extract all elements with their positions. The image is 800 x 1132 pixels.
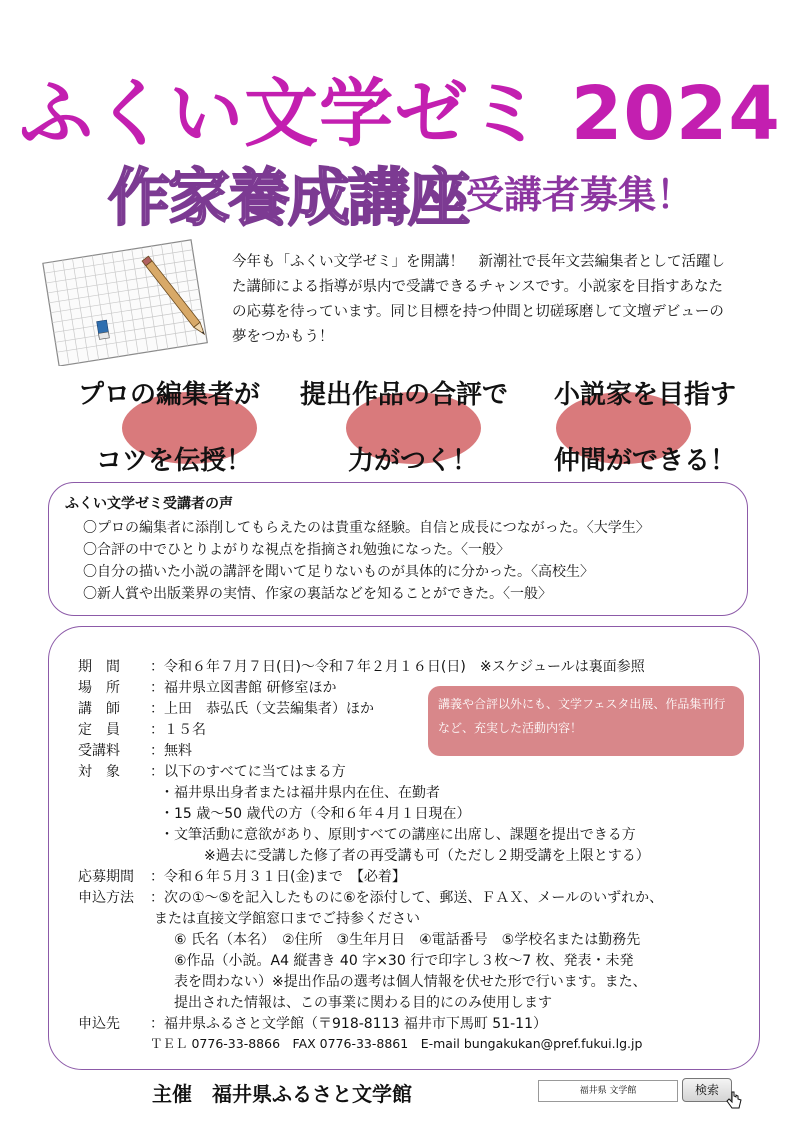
deadline-label: 応募期間 [78,869,134,885]
method-line: ⑥ 氏名（本名） ②住所 ③生年月日 ④電話番号 ⑤学校名または勤務先 [174,932,641,948]
target-value: ：以下のすべてに当てはまる方 [150,764,346,780]
lecturer-value: ：上田 恭弘氏（文芸編集者）ほか [150,701,374,717]
deadline-row [78,866,406,886]
testimonial-item: 〇合評の中でひとりよがりな視点を指摘され勉強になった。〈一般〉 [83,542,510,558]
course-subtitle: 作家養成講座 [108,161,469,234]
method-line: または直接文学館窓口までご持参ください [154,911,420,927]
page-title: ふくい文学ゼミ 2024 [19,71,781,157]
method-label: 申込方法 [78,890,134,906]
target-note: ※過去に受講した修了者の再受講も可（ただし２期受講を上限とする） [204,848,650,864]
search-box[interactable]: 福井県 文学館 [538,1080,678,1102]
testimonial-item: 〇新人賞や出版業界の実情、作家の裏話などを知ることができた。〈一般〉 [83,586,552,602]
capacity-value: ：１５名 [150,722,206,738]
method-row [78,887,663,907]
testimonials-box [48,482,748,616]
manuscript-paper-illustration [36,238,226,366]
lecturer-label: 講 師 [78,701,120,717]
place-label: 場 所 [78,680,120,696]
method-line: ⑥作品（小説。A4 縦書き 40 字×30 行で印字し３枚～7 枚、発表・未発 [174,953,634,969]
method-line: 提出された情報は、この事業に関わる目的にのみ使用します [174,995,552,1011]
deadline-value: ：令和６年５月３１日(金)まで 【必着】 [150,869,406,885]
feature-2-line1: 提出作品の合評で [300,380,509,410]
fee-value: ：無料 [150,743,192,759]
feature-2-line2: 力がつく！ [348,446,479,476]
recruit-heading: 受講者募集！ [466,173,695,217]
feature-3-line2: 仲間ができる！ [554,446,737,476]
contact-value: ：福井県ふるさと文学館（〒918-8113 福井市下馬町 51-11） [150,1016,547,1032]
testimonial-item: 〇自分の描いた小説の講評を聞いて足りないものが具体的に分かった。〈高校生〉 [83,564,594,580]
place-value: ：福井県立図書館 研修室ほか [150,680,337,696]
contact-row [78,1013,547,1033]
method-line: 表を問わない）※提出作品の選考は個人情報を伏せた形で行います。また、 [174,974,647,990]
intro-text: 今年も「ふくい文学ゼミ」を開講！ 新潮社で長年文芸編集者として活躍した講師による指導が県内で受講できるチャンスです。小説家を目指すあなたの応募を待っています。同じ目標を持つ仲間と切磋琢磨して文壇デビューの夢をつかもう！ [232,254,725,345]
feature-3-line1: 小説家を目指す [554,380,737,410]
feature-1-line2: コツを伝授！ [96,446,253,476]
lecturer-row [78,698,374,718]
contact-tel: ＴＥＬ 0776-33-8866 FAX 0776-33-8861 E-mail bungakukan@pref.fukui.lg.jp [150,1036,643,1051]
target-item: ・15 歳～50 歳代の方（令和６年４月１日現在） [160,806,471,822]
fee-label: 受講料 [78,743,120,759]
period-label: 期 間 [78,659,120,675]
activities-note: 講義や合評以外にも、文学フェスタ出展、作品集刊行など、充実した活動内容！ [428,686,744,756]
capacity-row [78,719,206,739]
place-row [78,677,336,697]
feature-1-line1: プロの編集者が [78,380,261,410]
period-row [78,656,645,676]
target-label: 対 象 [78,764,120,780]
method-value: ：次の①～⑤を記入したものに⑥を添付して、郵送、ＦＡＸ、メールのいずれか、 [150,890,664,906]
testimonials-heading: ふくい文学ゼミ受講者の声 [65,496,233,512]
period-value: ：令和６年７月７日(日)～令和７年２月１６日(日) ※スケジュールは裏面参照 [150,659,645,675]
capacity-label: 定 員 [78,722,120,738]
cursor-icon [726,1090,744,1112]
feature-points [70,370,750,480]
target-item: ・福井県出身者または福井県内在住、在勤者 [160,785,440,801]
target-row [78,761,346,781]
fee-row [78,740,192,760]
contact-label: 申込先 [78,1016,120,1032]
testimonial-item: 〇プロの編集者に添削してもらえたのは貴重な経験。自信と成長につながった。〈大学生〉 [83,520,650,536]
target-item: ・文筆活動に意欲があり、原則すべての講座に出席し、課題を提出できる方 [160,827,636,843]
search-button[interactable]: 検索 [682,1078,732,1102]
organizer: 主催 福井県ふるさと文学館 [152,1082,412,1106]
